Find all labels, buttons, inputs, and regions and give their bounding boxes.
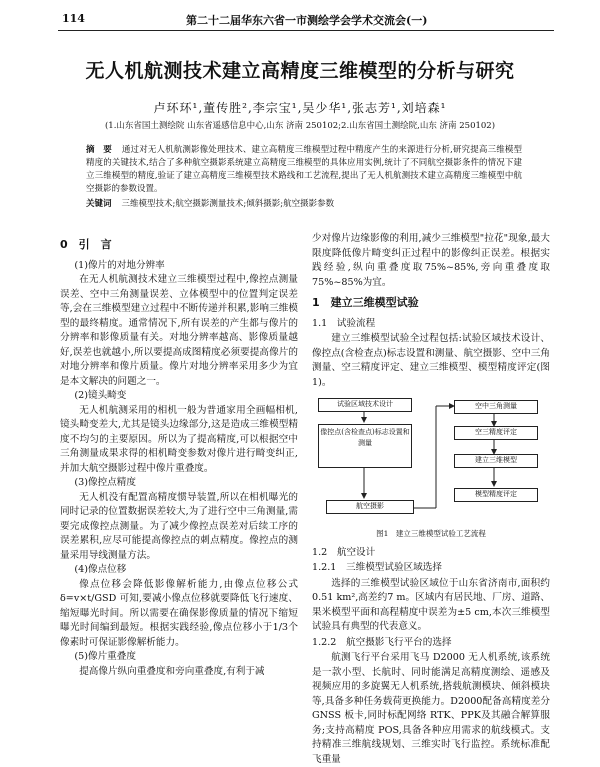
section-1-2-2-heading: 1.2.2 航空摄影飞行平台的选择 (312, 636, 452, 648)
page-header (0, 0, 600, 34)
keywords-label: 关键词 (86, 199, 112, 209)
section-1-1-heading: 1.1 试验流程 (312, 317, 376, 329)
flow-box-at-accuracy: 空三精度评定 (454, 426, 538, 440)
subsection-5-text: 提高像片纵向重叠度和旁向重叠度,有利于减 (79, 665, 265, 677)
section-1-1-text: 建立三维模型试验全过程包括:试验区域技术设计、像控点(含检查点)标志设置和测量、航空摄影、空中三角测量、空三精度评定、建立三维模型、模型精度评定(图1)。 (312, 333, 550, 388)
section-1-heading: 1 建立三维模型试验 (312, 296, 419, 309)
keywords-text: 三维模型技术;航空摄影测量技术;倾斜摄影;航空摄影参数 (121, 199, 335, 209)
section-1-2-heading: 1.2 航空设计 (312, 546, 376, 558)
flow-box-technical-design: 试验区域技术设计 (318, 398, 412, 412)
right-column (312, 232, 550, 767)
abstract (86, 144, 522, 196)
flowchart-figure (318, 396, 544, 524)
flow-box-build-model: 建立三维模型 (454, 454, 538, 468)
page-number: 114 (62, 12, 85, 25)
subsection-2-text: 无人机航测采用的相机一般为普通家用全画幅相机,镜头畸变差大,尤其是镜头边缘部分,这是造成三维模型精度不均匀的主要原因。所以为了提高精度,可以根据空中三角测量成果求得的相机畸变参数对像片进行畸变纠正,并加大航空摄影过程中像片重叠度。 (60, 404, 298, 474)
subsection-5-title: (5)像片重叠度 (74, 651, 136, 662)
subsection-1-text: 在无人机航测技术建立三维模型过程中,像控点测量误差、空中三角测量误差、立体模型中的位置判定误差等,会在三维模型建立过程中不断传递并积累,影响三维模型的最终精度。通常情况下,所有误差的产生都与像片的分辨率和影像质量有关。对地分辨率越高、影像质量越好,误差也就越小,所以要提高成图精度必须要提高像片的对地分辨率和像片质量。像片对地分辨率采用多少为宜是本文解决的问题之一。 (60, 274, 298, 387)
authors: 卢环环¹,董传胜²,李宗宝¹,吴少华¹,张志芳¹,刘培森¹ (153, 101, 447, 115)
subsection-4-title: (4)像点位移 (74, 564, 127, 575)
left-column (60, 232, 298, 679)
abstract-text: 通过对无人机航测影像处理技术、建立高精度三维模型过程中精度产生的来源进行分析,研究提高三维模型精度的关键技术,结合了多种航空摄影系统建立高精度三维模型的具体应用实例,统计了不同航空摄影条件的情况下建立三维模型的精度,验证了建立高精度三维模型技术路线和工艺流程,提出了无人机航测技术建立高精度三维模型中航空摄影的参数设置。 (86, 145, 522, 194)
flow-box-control-points: 像控点(含检查点)标志设置和测量 (318, 424, 412, 468)
section-1-2-1-heading: 1.2.1 三维模型试验区域选择 (312, 562, 442, 573)
paper-title: 无人机航测技术建立高精度三维模型的分析与研究 (85, 60, 515, 82)
subsection-3-title: (3)像控点精度 (74, 477, 136, 488)
figure-caption: 图1 建立三维模型试验工艺流程 (376, 529, 486, 538)
header-rule (58, 30, 554, 31)
flow-box-aerial-photography: 航空摄影 (326, 500, 414, 514)
abstract-label: 摘 要 (86, 145, 112, 155)
flow-box-aerotriangulation: 空中三角测量 (454, 400, 538, 414)
section-1-2-2-text: 航测飞行平台采用飞马 D2000 无人机系统,该系统是一款小型、长航时、同时能满足高精度测绘、遥感及视频应用的多旋翼无人机系统,搭载航测模块、倾斜模块等,具备多种任务载荷更换能力。D2000配备高精度差分 GNSS 板卡,同时标配网络 RTK、PPK及其融合解算服务;支持高精度 POS,具备各种应用需求的航线模式。支持精准三维航线规划、三维实时飞行监控。系统标准配飞重量 (312, 652, 550, 765)
running-title: 第二十二届华东六省一市测绘学会学术交流会(一) (186, 14, 428, 27)
section-1-2-1-text: 选择的三维模型试验区域位于山东省济南市,面积约0.51 km²,高差约7 m。区域内有居民地、厂房、道路、果米模型平面和高程精度中误差为±5 cm,本次三维模型试验具有典型的代表意义。 (312, 577, 550, 632)
affiliation: (1.山东省国土测绘院 山东省遥感信息中心,山东 济南 250102;2.山东省国土测绘院,山东 济南 250102) (104, 121, 496, 131)
subsection-3-text: 无人机没有配置高精度惯导装置,所以在相机曝光的同时记录的位置数据误差较大,为了进行空中三角测量,需要完成像控点测量。为了减少像控点误差对后续工序的误差累积,应尽可能提高像控点的刺点精度。像控点的测量采用导线测量方法。 (60, 491, 298, 561)
section-0-heading: 0 引 言 (60, 238, 112, 251)
overlap-continuation: 少对像片边缘影像的利用,减少三维模型"拉花"现象,最大限度降低像片畸变纠正过程中的影像纠正误差。根据实践经验,纵向重叠度取75%~85%,旁向重叠度取75%~85%为宜。 (312, 233, 550, 288)
keywords (86, 198, 522, 211)
subsection-2-title: (2)镜头畸变 (74, 390, 127, 401)
subsection-4-text: 像点位移会降低影像解析能力,由像点位移公式 δ=v×t/GSD 可知,要减小像点位移就要降低飞行速度、缩短曝光时间。所以需要在确保影像质量的情况下缩短曝光时间编到最短。根据实践经验,像点位移小于1/3个像素时可保证影像解析能力。 (60, 578, 298, 648)
flow-box-model-accuracy: 模型精度评定 (454, 488, 538, 502)
subsection-1-title: (1)像片的对地分辨率 (74, 259, 165, 271)
